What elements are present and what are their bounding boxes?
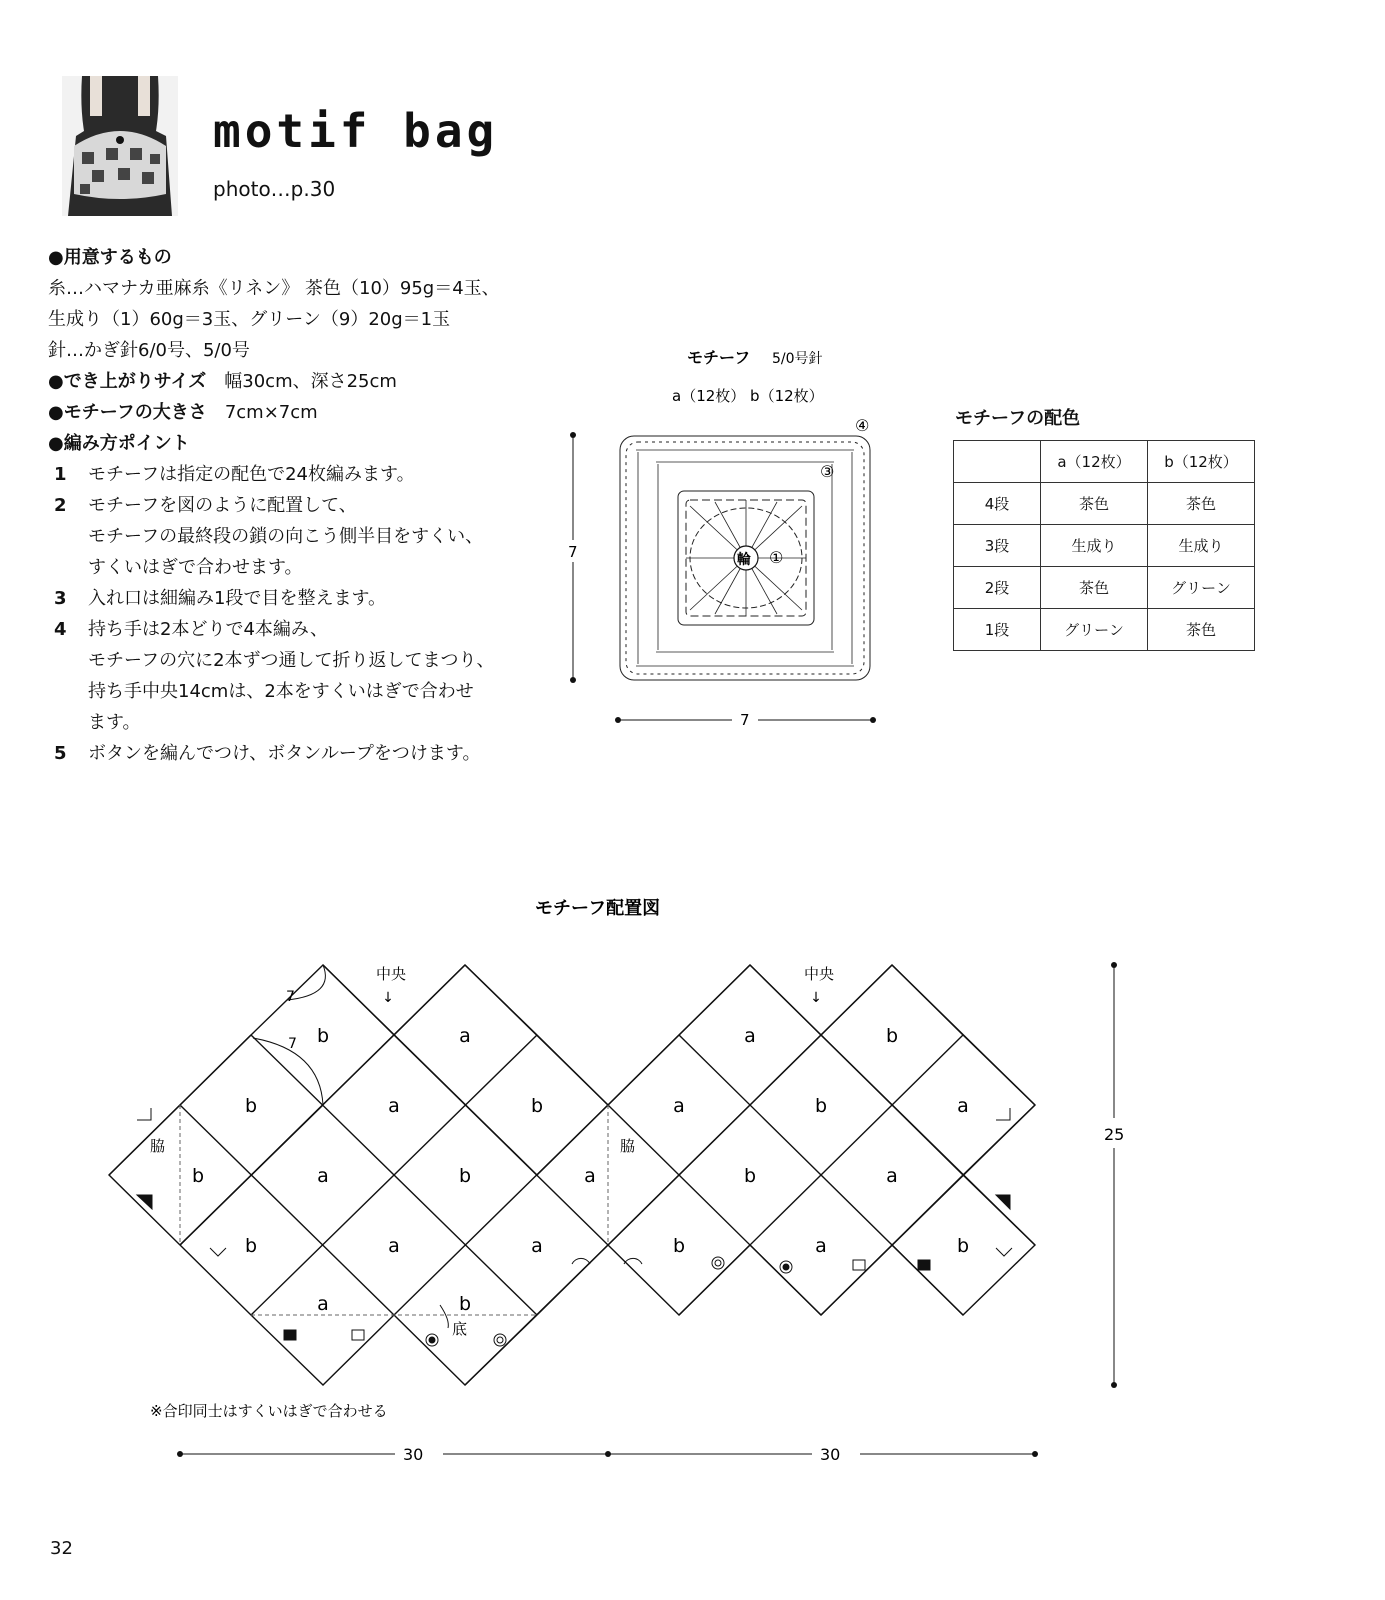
- tile-label: b: [956, 1235, 970, 1257]
- motif-size-line: [48, 397, 548, 428]
- page-number: 32: [50, 1538, 73, 1559]
- bottom-label: 底: [452, 1320, 468, 1338]
- motif-chart: [570, 340, 910, 760]
- round-4-marker: ④: [855, 416, 870, 435]
- table-cell: 生成り: [1041, 525, 1148, 567]
- table-cell: 茶色: [1148, 609, 1255, 651]
- fold-lines: [180, 1105, 608, 1315]
- step-number: 1: [54, 464, 67, 485]
- tile-label: b: [672, 1235, 686, 1257]
- table-row: [954, 525, 1255, 567]
- tile-label: a: [388, 1095, 400, 1117]
- dim-dot: [605, 1451, 611, 1457]
- yarn-line-1: 糸…ハマナカ亜麻糸《リネン》 茶色（10）95g＝4玉、: [48, 278, 500, 299]
- tile-label: b: [316, 1025, 330, 1047]
- triangle-mark-icon: [996, 1195, 1010, 1209]
- center-label-right: 中央: [804, 965, 835, 983]
- round-1-marker: ①: [769, 548, 784, 567]
- step-text: 入れ口は細編み1段で目を整えます。: [88, 588, 387, 609]
- tile-label: a: [673, 1095, 685, 1117]
- round-3-marker: ③: [820, 462, 835, 481]
- color-table-title: モチーフの配色: [955, 408, 1081, 429]
- tile-label: b: [244, 1095, 258, 1117]
- table-cell: 生成り: [1148, 525, 1255, 567]
- square-mark-icon: [137, 1108, 151, 1120]
- motif-dim-height: 7: [568, 543, 578, 561]
- circle-mark-icon: [572, 1258, 590, 1264]
- bag-photo-image: [62, 76, 178, 216]
- step-number: 3: [54, 588, 67, 609]
- step-number: 4: [54, 619, 67, 640]
- tile-label: b: [191, 1165, 205, 1187]
- side-label-left: 脇: [150, 1137, 166, 1155]
- motif-size-label: ●モチーフの大きさ: [48, 402, 207, 423]
- layout-diagram: [0, 880, 1385, 1480]
- side-label-center: 脇: [620, 1137, 636, 1155]
- tile-label: b: [458, 1293, 472, 1315]
- step-4-cont-3: ます。: [88, 712, 141, 733]
- magic-ring-label: 輪: [737, 552, 751, 568]
- table-cell: 2段: [954, 567, 1041, 609]
- diamond-mark-icon: [210, 1248, 226, 1256]
- filled-circle-mark-icon: [429, 1337, 435, 1343]
- tile-label: a: [584, 1165, 596, 1187]
- tile-label: a: [317, 1165, 329, 1187]
- step-5: [48, 738, 548, 769]
- step-2-cont-1: モチーフの最終段の鎖の向こう側半目をすくい、: [88, 526, 484, 547]
- table-cell: b（12枚）: [1148, 441, 1255, 483]
- tile-label: a: [744, 1025, 756, 1047]
- motif-size-value: 7cm×7cm: [224, 402, 318, 423]
- bottom-leader-line: [440, 1305, 448, 1328]
- tile-label: a: [957, 1095, 969, 1117]
- step-1: [48, 459, 548, 490]
- double-circle-mark-icon: [494, 1334, 506, 1346]
- step-2-cont-2: すくいはぎで合わせます。: [88, 557, 303, 578]
- table-cell: 1段: [954, 609, 1041, 651]
- points-heading: ●編み方ポイント: [48, 433, 190, 454]
- filled-square-mark-icon: [284, 1330, 296, 1340]
- width-dim-label-right: 30: [820, 1445, 841, 1464]
- center-label-left: 中央: [376, 965, 407, 983]
- dim-dot: [1111, 1382, 1117, 1388]
- table-cell: 茶色: [1148, 483, 1255, 525]
- page-title: motif bag: [213, 104, 499, 158]
- step-number: 2: [54, 495, 67, 516]
- bag-photo-thumbnail: [62, 76, 178, 216]
- photo-reference: photo…p.30: [213, 177, 336, 201]
- table-row: [954, 483, 1255, 525]
- tile-label: a: [815, 1235, 827, 1257]
- dim-dot: [1111, 962, 1117, 968]
- tile-label: a: [317, 1293, 329, 1315]
- height-dim-label: 25: [1104, 1125, 1125, 1144]
- finished-size-line: [48, 366, 548, 397]
- triangle-mark-icon: [137, 1195, 152, 1209]
- table-cell: グリーン: [1041, 609, 1148, 651]
- double-circle-mark-icon: [497, 1337, 503, 1343]
- diamond-mark-icon: [996, 1248, 1012, 1256]
- step-4: [48, 614, 548, 645]
- tile-label: b: [244, 1235, 258, 1257]
- step-number: 5: [54, 743, 67, 764]
- filled-circle-mark-icon: [783, 1264, 789, 1270]
- step-2: [48, 490, 548, 521]
- table-cell: 茶色: [1041, 483, 1148, 525]
- motif-chart-title: モチーフ: [687, 348, 751, 367]
- tile-label: a: [388, 1235, 400, 1257]
- materials-section: [48, 242, 548, 769]
- needle-line: 針…かぎ針6/0号、5/0号: [48, 340, 250, 361]
- table-row: [954, 567, 1255, 609]
- table-header-row: [954, 441, 1255, 483]
- motif-dim-label: 7: [286, 989, 295, 1005]
- down-arrow-icon: ↓: [810, 990, 822, 1006]
- layout-diagram-title: モチーフ配置図: [535, 898, 661, 919]
- matching-note: ※合印同士はすくいはぎで合わせる: [150, 1402, 388, 1420]
- dim-dot: [570, 677, 576, 683]
- motif-dim-label: 7: [288, 1036, 297, 1052]
- step-text: モチーフを図のように配置して、: [88, 495, 357, 516]
- table-cell: 4段: [954, 483, 1041, 525]
- dim-dot: [870, 717, 876, 723]
- motif-chart-counts: a（12枚） b（12枚）: [672, 387, 824, 405]
- yarn-line-2: 生成り（1）60g＝3玉、グリーン（9）20g＝1玉: [48, 309, 451, 330]
- table-row: [954, 609, 1255, 651]
- dim-dot: [177, 1451, 183, 1457]
- step-text: 持ち手は2本どりで4本編み、: [88, 619, 328, 640]
- filled-square-mark-icon: [918, 1260, 930, 1270]
- step-3: [48, 583, 548, 614]
- table-cell: a（12枚）: [1041, 441, 1148, 483]
- step-text: モチーフは指定の配色で24枚編みます。: [88, 464, 415, 485]
- step-4-cont-1: モチーフの穴に2本ずつ通して折り返してまつり、: [88, 650, 495, 671]
- tile-label: b: [814, 1095, 828, 1117]
- finished-size-value: 幅30cm、深さ25cm: [224, 371, 397, 392]
- table-cell: グリーン: [1148, 567, 1255, 609]
- tile-label: b: [885, 1025, 899, 1047]
- square-mark-icon: [853, 1260, 865, 1270]
- tile-label: b: [530, 1095, 544, 1117]
- step-text: ボタンを編んでつけ、ボタンループをつけます。: [88, 743, 481, 764]
- square-mark-icon: [996, 1108, 1010, 1120]
- down-arrow-icon: ↓: [382, 990, 394, 1006]
- motif-chart-needle: 5/0号針: [772, 351, 823, 367]
- width-dim-label-left: 30: [403, 1445, 424, 1464]
- tile-label: a: [886, 1165, 898, 1187]
- dim-dot: [615, 717, 621, 723]
- table-cell: [954, 441, 1041, 483]
- tile-label: b: [743, 1165, 757, 1187]
- table-cell: 3段: [954, 525, 1041, 567]
- materials-heading: ●用意するもの: [48, 247, 172, 268]
- matching-marks: [137, 1108, 1012, 1346]
- dim-dot: [1032, 1451, 1038, 1457]
- step-4-cont-2: 持ち手中央14cmは、2本をすくいはぎで合わせ: [88, 681, 474, 702]
- double-circle-mark-icon: [715, 1260, 721, 1266]
- tile-label: a: [459, 1025, 471, 1047]
- motif-dim-width: 7: [740, 711, 750, 729]
- tile-label: a: [531, 1235, 543, 1257]
- table-cell: 茶色: [1041, 567, 1148, 609]
- square-mark-icon: [352, 1330, 364, 1340]
- finished-size-label: ●でき上がりサイズ: [48, 371, 207, 392]
- color-table: [953, 440, 1255, 651]
- double-circle-mark-icon: [712, 1257, 724, 1269]
- tile-label: b: [458, 1165, 472, 1187]
- dim-dot: [570, 432, 576, 438]
